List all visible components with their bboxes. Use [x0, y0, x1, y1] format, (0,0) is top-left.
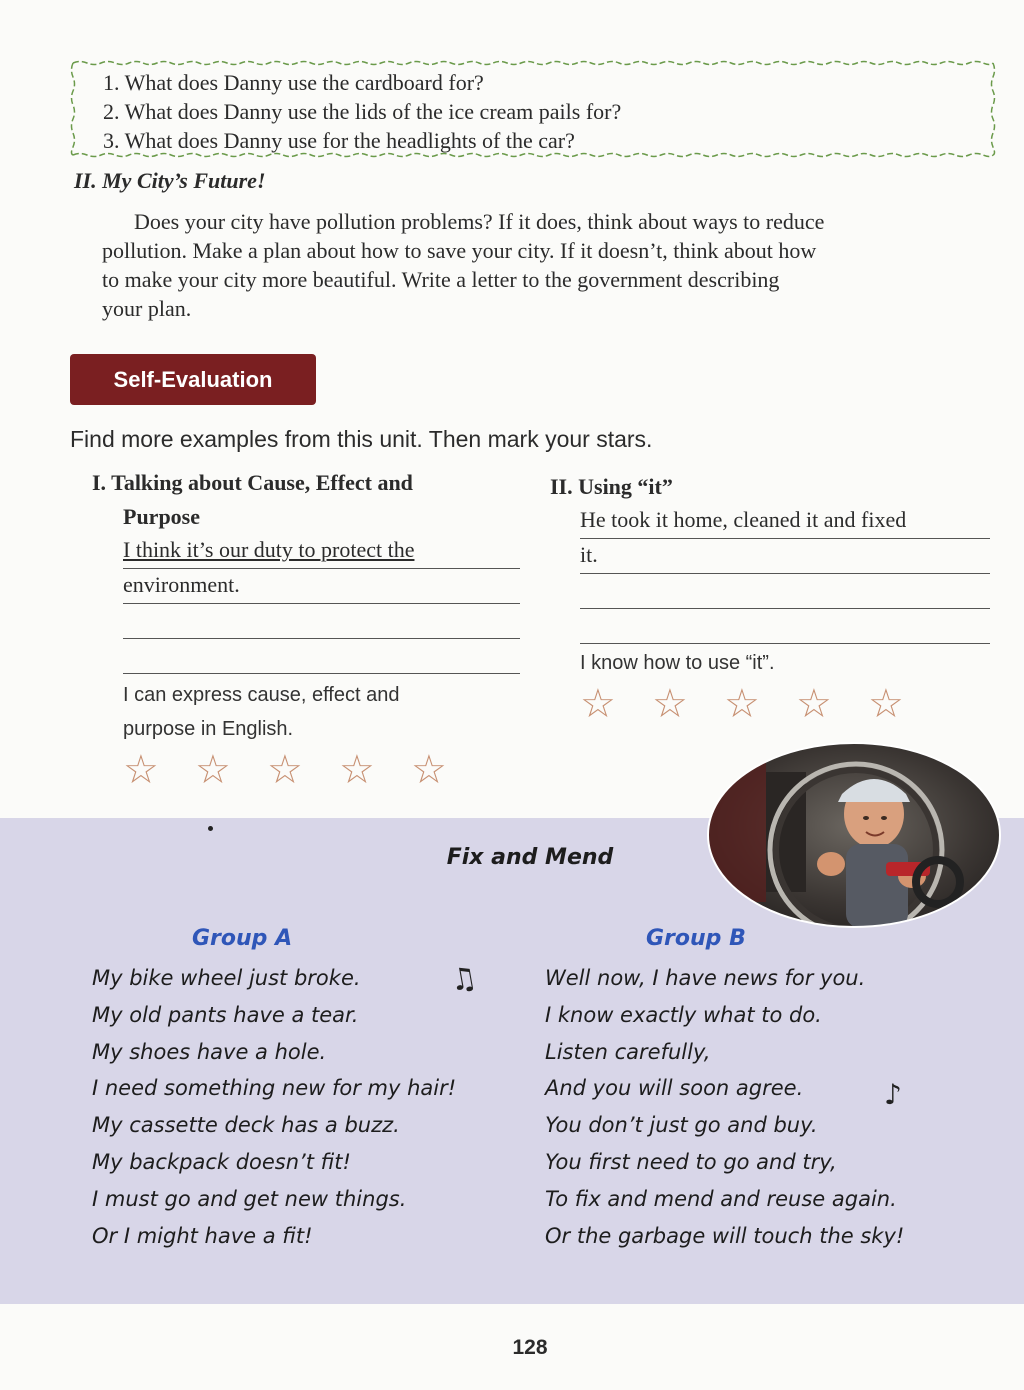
lyric-line: You first need to go and try, — [545, 1149, 837, 1174]
lyric-line: Or the garbage will touch the sky! — [545, 1223, 905, 1248]
self-evaluation-instruction: Find more examples from this unit. Then mark your stars. — [70, 426, 653, 452]
blank-writing-line[interactable] — [123, 639, 520, 674]
lyric-line: Listen carefully, — [545, 1039, 711, 1064]
lyric-line: My cassette deck has a buzz. — [92, 1113, 400, 1138]
lyric-line: Or I might have a fit! — [92, 1223, 313, 1248]
lyric-line: I need something new for my hair! — [92, 1076, 457, 1101]
lyric-line: Well now, I have news for you. — [545, 966, 866, 990]
music-note-icon: ♪ — [884, 1078, 902, 1111]
star-outline-icon[interactable]: ☆ — [580, 681, 616, 726]
lyric-line: My backpack doesn’t fit! — [92, 1149, 351, 1174]
star-outline-icon[interactable]: ☆ — [195, 747, 231, 792]
lyric-line: You don’t just go and buy. — [545, 1113, 818, 1138]
group-b-heading: Group B — [646, 926, 746, 951]
using-it-heading: II. Using “it” — [550, 474, 673, 499]
question-item: 3. What does Danny use for the headlights of the car? — [103, 128, 575, 153]
group-b-lyrics — [545, 960, 904, 1254]
page-number: 128 — [512, 1336, 548, 1359]
star-outline-icon[interactable]: ☆ — [868, 681, 904, 726]
star-outline-icon[interactable]: ☆ — [123, 747, 159, 792]
self-eval-right-column — [550, 470, 992, 724]
lyric-line: To fix and mend and reuse again. — [545, 1186, 897, 1211]
can-do-statement: I can express cause, effect and — [123, 684, 400, 706]
city-paragraph — [102, 207, 1002, 323]
song-title: Fix and Mend — [446, 845, 614, 870]
blank-writing-line[interactable] — [123, 604, 520, 639]
star-outline-icon[interactable]: ☆ — [652, 681, 688, 726]
question-list — [103, 68, 621, 155]
questions-box — [70, 60, 996, 158]
example-line — [123, 569, 520, 604]
dot-mark — [208, 826, 213, 831]
question-item: 1. What does Danny use the cardboard for? — [103, 70, 484, 95]
star-outline-icon[interactable]: ☆ — [339, 747, 375, 792]
music-note-icon: ♫ — [447, 959, 480, 1000]
lyric-line: My old pants have a tear. — [92, 1002, 359, 1027]
blank-writing-line[interactable] — [580, 574, 990, 609]
blank-writing-line[interactable] — [580, 609, 990, 644]
lyric-line: I must go and get new things. — [92, 1186, 407, 1211]
lyric-line: I know exactly what to do. — [545, 1002, 822, 1027]
example-line — [580, 504, 990, 539]
star-rating-right[interactable] — [580, 681, 990, 726]
can-do-statement-cont: purpose in English. — [123, 718, 294, 740]
cause-effect-heading: I. Talking about Cause, Effect and — [92, 470, 413, 495]
paragraph-line: Does your city have pollution problems? If it does, think about ways to reduce — [134, 209, 825, 234]
star-outline-icon[interactable]: ☆ — [267, 747, 303, 792]
can-do-statement: I know how to use “it”. — [580, 652, 775, 674]
paragraph-line: your plan. — [102, 296, 192, 321]
lyric-line: My shoes have a hole. — [92, 1039, 327, 1064]
boy-with-wheel-photo — [706, 742, 1002, 928]
example-text: I think it’s our duty to protect the — [123, 537, 415, 562]
example-lines — [123, 534, 520, 790]
question-item: 2. What does Danny use the lids of the ice cream pails for? — [103, 99, 622, 124]
lyric-line: And you will soon agree. — [545, 1076, 804, 1101]
self-eval-left-column — [92, 466, 522, 790]
section-heading-my-citys-future: II. My City’s Future! — [74, 168, 266, 193]
cause-effect-heading-cont: Purpose — [123, 504, 200, 529]
star-rating-left[interactable] — [123, 747, 520, 792]
example-lines — [580, 504, 990, 724]
example-line — [580, 539, 990, 574]
star-outline-icon[interactable]: ☆ — [796, 681, 832, 726]
example-text: it. — [580, 542, 598, 567]
example-text: environment. — [123, 572, 240, 597]
paragraph-line: pollution. Make a plan about how to save your city. If it doesn’t, think about how — [102, 238, 817, 263]
paragraph-line: to make your city more beautiful. Write a letter to the government describing — [102, 267, 780, 292]
star-outline-icon[interactable]: ☆ — [724, 681, 760, 726]
lyric-line: My bike wheel just broke. — [92, 966, 361, 990]
group-a-lyrics — [92, 960, 456, 1254]
example-text: He took it home, cleaned it and fixed — [580, 507, 907, 532]
group-a-heading: Group A — [192, 926, 293, 951]
star-outline-icon[interactable]: ☆ — [411, 747, 447, 792]
example-line — [123, 534, 520, 569]
self-evaluation-badge: Self-Evaluation — [70, 354, 316, 405]
